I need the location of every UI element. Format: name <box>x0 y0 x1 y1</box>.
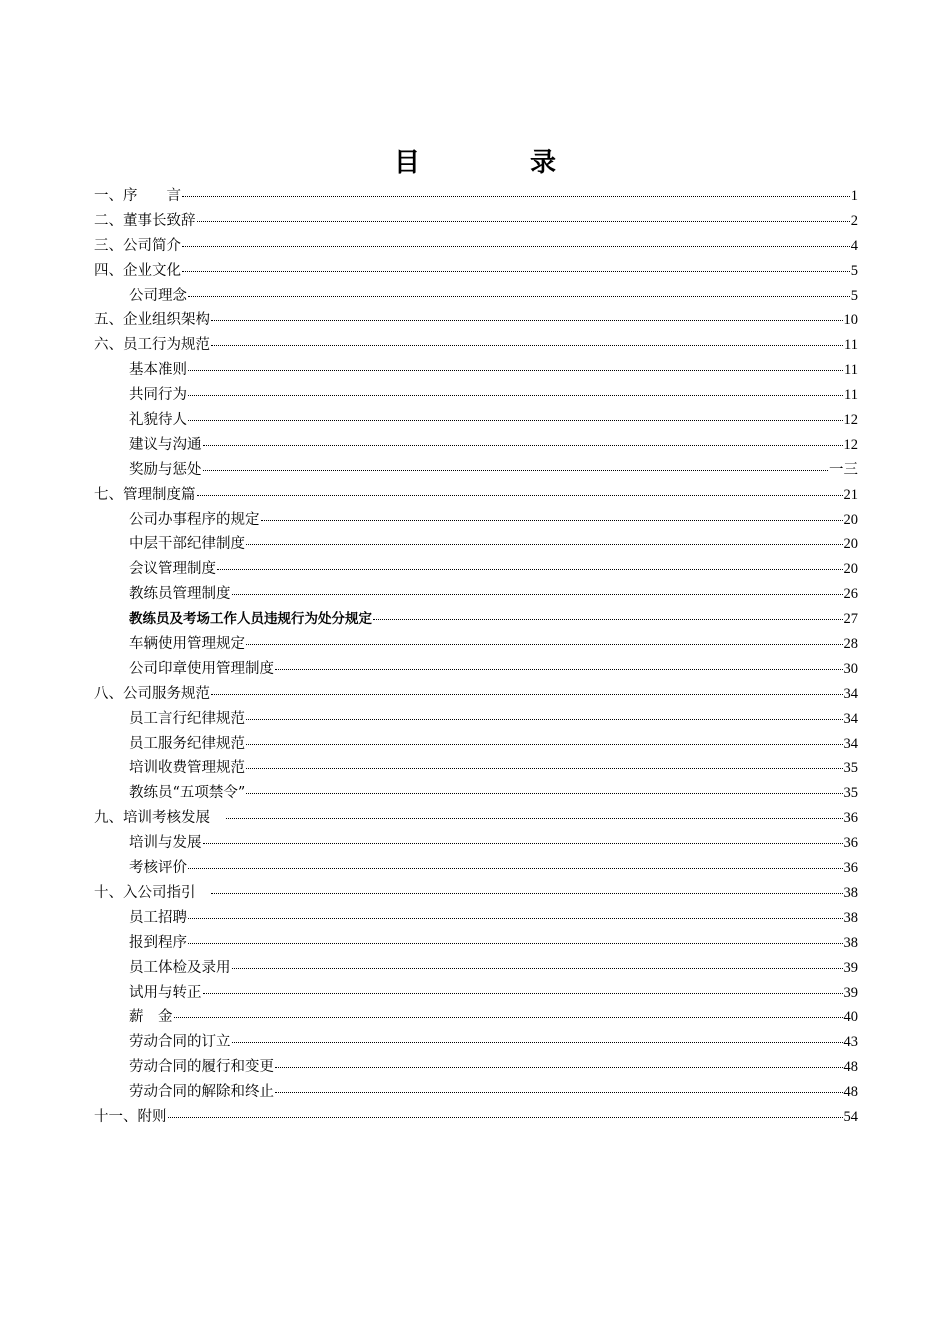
toc-entry-label: 试用与转正 <box>129 984 202 1001</box>
toc-entry[interactable] <box>94 781 858 806</box>
toc-entry-label: 教练员及考场工作人员违规行为处分规定 <box>129 611 372 628</box>
toc-entry[interactable] <box>94 906 858 931</box>
toc-entry-label: 公司理念 <box>129 287 187 304</box>
toc-entry-page-number: 10 <box>843 312 858 329</box>
dot-leader <box>203 444 843 446</box>
toc-entry[interactable] <box>94 1080 858 1105</box>
toc-entry-label: 教练员“五项禁令” <box>129 785 246 802</box>
toc-entry-page-number: 21 <box>843 486 858 503</box>
toc-entry-label: 基本准则 <box>129 362 187 379</box>
toc-entry-label: 培训与发展 <box>129 835 202 852</box>
toc-entry-label: 报到程序 <box>129 934 187 951</box>
toc-entry-label: 四、企业文化 <box>94 262 181 279</box>
toc-entry[interactable] <box>94 557 858 582</box>
toc-entry-page-number: 5 <box>850 287 858 304</box>
toc-entry-label: 车辆使用管理规定 <box>129 636 245 653</box>
toc-entry-label: 建议与沟通 <box>129 436 202 453</box>
toc-entry[interactable] <box>94 234 858 259</box>
toc-entry-label: 共同行为 <box>129 387 187 404</box>
toc-entry-page-number: 36 <box>843 810 858 827</box>
toc-entry-label: 十一、附则 <box>94 1108 167 1125</box>
dot-leader <box>217 568 843 570</box>
toc-entry[interactable] <box>94 707 858 732</box>
toc-entry-label: 七、管理制度篇 <box>94 486 196 503</box>
dot-leader <box>188 369 843 371</box>
dot-leader <box>197 494 843 496</box>
dot-leader <box>182 245 850 247</box>
dot-leader <box>261 519 843 521</box>
toc-entry-page-number: 28 <box>843 636 858 653</box>
toc-entry-label: 奖励与惩处 <box>129 461 202 478</box>
toc-entry[interactable] <box>94 806 858 831</box>
table-of-contents <box>94 184 858 1130</box>
toc-entry-page-number: 36 <box>843 835 858 852</box>
toc-entry-label: 员工招聘 <box>129 909 187 926</box>
toc-entry-page-number: 34 <box>843 685 858 702</box>
toc-entry-label: 十、入公司指引 <box>94 884 210 901</box>
toc-entry-page-number: 54 <box>843 1108 858 1125</box>
toc-entry-label: 礼貌待人 <box>129 412 187 429</box>
toc-entry[interactable] <box>94 483 858 508</box>
dot-leader <box>232 1041 843 1043</box>
toc-entry-page-number: 5 <box>850 262 858 279</box>
toc-entry-label: 会议管理制度 <box>129 561 216 578</box>
dot-leader <box>188 942 843 944</box>
toc-entry-label: 员工言行纪律规范 <box>129 710 245 727</box>
toc-entry[interactable] <box>94 383 858 408</box>
toc-entry-page-number: 48 <box>843 1084 858 1101</box>
dot-leader <box>182 195 850 197</box>
toc-entry-page-number: 34 <box>843 710 858 727</box>
toc-entry-label: 员工服务纪律规范 <box>129 735 245 752</box>
toc-entry-page-number: 20 <box>843 511 858 528</box>
toc-entry-label: 薪 金 <box>129 1009 173 1026</box>
toc-entry-page-number: 27 <box>843 611 858 628</box>
dot-leader <box>211 892 843 894</box>
toc-entry-label: 考核评价 <box>129 860 187 877</box>
toc-entry[interactable] <box>94 184 858 209</box>
toc-entry-label: 劳动合同的履行和变更 <box>129 1059 274 1076</box>
toc-entry-page-number: 20 <box>843 536 858 553</box>
toc-entry[interactable] <box>94 956 858 981</box>
dot-leader <box>211 344 843 346</box>
toc-entry-page-number: 40 <box>843 1009 858 1026</box>
dot-leader <box>188 394 843 396</box>
toc-entry[interactable] <box>94 259 858 284</box>
toc-entry-page-number: 43 <box>843 1034 858 1051</box>
toc-entry[interactable] <box>94 433 858 458</box>
toc-entry-label: 六、员工行为规范 <box>94 337 210 354</box>
dot-leader <box>275 1066 843 1068</box>
dot-leader <box>168 1116 843 1118</box>
dot-leader <box>246 743 843 745</box>
toc-entry[interactable] <box>94 981 858 1006</box>
dot-leader <box>373 618 843 620</box>
toc-entry-label: 五、企业组织架构 <box>94 312 210 329</box>
toc-entry-page-number: 一三 <box>829 461 858 478</box>
toc-entry[interactable] <box>94 532 858 557</box>
toc-entry-label: 一、序 言 <box>94 188 181 204</box>
toc-entry-page-number: 30 <box>843 660 858 677</box>
dot-leader <box>203 842 843 844</box>
toc-entry-label: 教练员管理制度 <box>129 586 231 603</box>
toc-entry[interactable] <box>94 756 858 781</box>
dot-leader <box>174 1016 843 1018</box>
toc-entry[interactable] <box>94 408 858 433</box>
dot-leader <box>203 469 829 471</box>
toc-entry-page-number: 48 <box>843 1059 858 1076</box>
toc-entry-page-number: 38 <box>843 884 858 901</box>
toc-entry[interactable] <box>94 856 858 881</box>
toc-entry-page-number: 1 <box>850 188 858 204</box>
dot-leader <box>246 718 843 720</box>
toc-entry[interactable] <box>94 308 858 333</box>
toc-entry[interactable] <box>94 1105 858 1130</box>
toc-entry-page-number: 34 <box>843 735 858 752</box>
toc-entry-page-number: 39 <box>843 984 858 1001</box>
toc-entry-page-number: 11 <box>844 387 858 404</box>
dot-leader <box>232 593 843 595</box>
toc-entry-page-number: 2 <box>850 212 858 229</box>
toc-entry-label: 八、公司服务规范 <box>94 685 210 702</box>
toc-entry-label: 中层干部纪律制度 <box>129 536 245 553</box>
page-title <box>0 142 950 179</box>
toc-entry-page-number: 35 <box>843 760 858 777</box>
toc-entry-page-number: 20 <box>843 561 858 578</box>
toc-entry[interactable] <box>94 508 858 533</box>
toc-entry[interactable] <box>94 1055 858 1080</box>
toc-entry-label: 公司印章使用管理制度 <box>129 660 274 677</box>
dot-leader <box>275 1091 843 1093</box>
toc-entry[interactable] <box>94 582 858 607</box>
toc-entry-page-number: 35 <box>843 785 858 802</box>
dot-leader <box>188 917 843 919</box>
dot-leader <box>188 419 843 421</box>
toc-entry[interactable] <box>94 209 858 234</box>
toc-entry[interactable] <box>94 931 858 956</box>
dot-leader <box>232 967 843 969</box>
dot-leader <box>211 693 843 695</box>
toc-entry-label: 劳动合同的解除和终止 <box>129 1084 274 1101</box>
dot-leader <box>203 992 843 994</box>
dot-leader <box>275 668 843 670</box>
toc-entry-page-number: 11 <box>844 337 858 354</box>
toc-entry-page-number: 38 <box>843 909 858 926</box>
toc-entry[interactable] <box>94 682 858 707</box>
toc-entry[interactable] <box>94 1005 858 1030</box>
dot-leader <box>211 319 843 321</box>
dot-leader <box>188 295 850 297</box>
toc-entry-label: 员工体检及录用 <box>129 959 231 976</box>
toc-entry-page-number: 26 <box>843 586 858 603</box>
toc-entry[interactable] <box>94 333 858 358</box>
toc-entry[interactable] <box>94 831 858 856</box>
toc-entry-page-number: 38 <box>843 934 858 951</box>
toc-entry-label: 劳动合同的订立 <box>129 1034 231 1051</box>
toc-entry-label: 三、公司简介 <box>94 237 181 254</box>
toc-entry-page-number: 39 <box>843 959 858 976</box>
toc-entry-page-number: 12 <box>843 412 858 429</box>
toc-entry-label: 九、培训考核发展 <box>94 810 225 827</box>
toc-entry-page-number: 4 <box>850 237 858 254</box>
dot-leader <box>246 767 843 769</box>
dot-leader <box>188 867 843 869</box>
toc-entry[interactable] <box>94 657 858 682</box>
toc-entry[interactable] <box>94 358 858 383</box>
dot-leader <box>197 220 850 222</box>
toc-entry[interactable] <box>94 732 858 757</box>
title-char-1: 目 <box>393 148 420 178</box>
toc-entry-page-number: 12 <box>843 436 858 453</box>
dot-leader <box>226 817 843 819</box>
toc-entry[interactable] <box>94 458 858 483</box>
toc-entry-label: 二、董事长致辞 <box>94 212 196 229</box>
title-char-2: 录 <box>530 148 557 178</box>
toc-entry[interactable] <box>94 284 858 309</box>
toc-entry-page-number: 11 <box>844 362 858 379</box>
dot-leader <box>246 643 843 645</box>
dot-leader <box>182 270 850 272</box>
toc-entry-page-number: 36 <box>843 860 858 877</box>
toc-entry-label: 公司办事程序的规定 <box>129 511 260 528</box>
toc-entry-label: 培训收费管理规范 <box>129 760 245 777</box>
toc-entry[interactable] <box>94 1030 858 1055</box>
toc-entry[interactable] <box>94 881 858 906</box>
dot-leader <box>246 792 842 794</box>
dot-leader <box>246 543 843 545</box>
toc-entry[interactable] <box>94 632 858 657</box>
toc-entry[interactable] <box>94 607 858 632</box>
